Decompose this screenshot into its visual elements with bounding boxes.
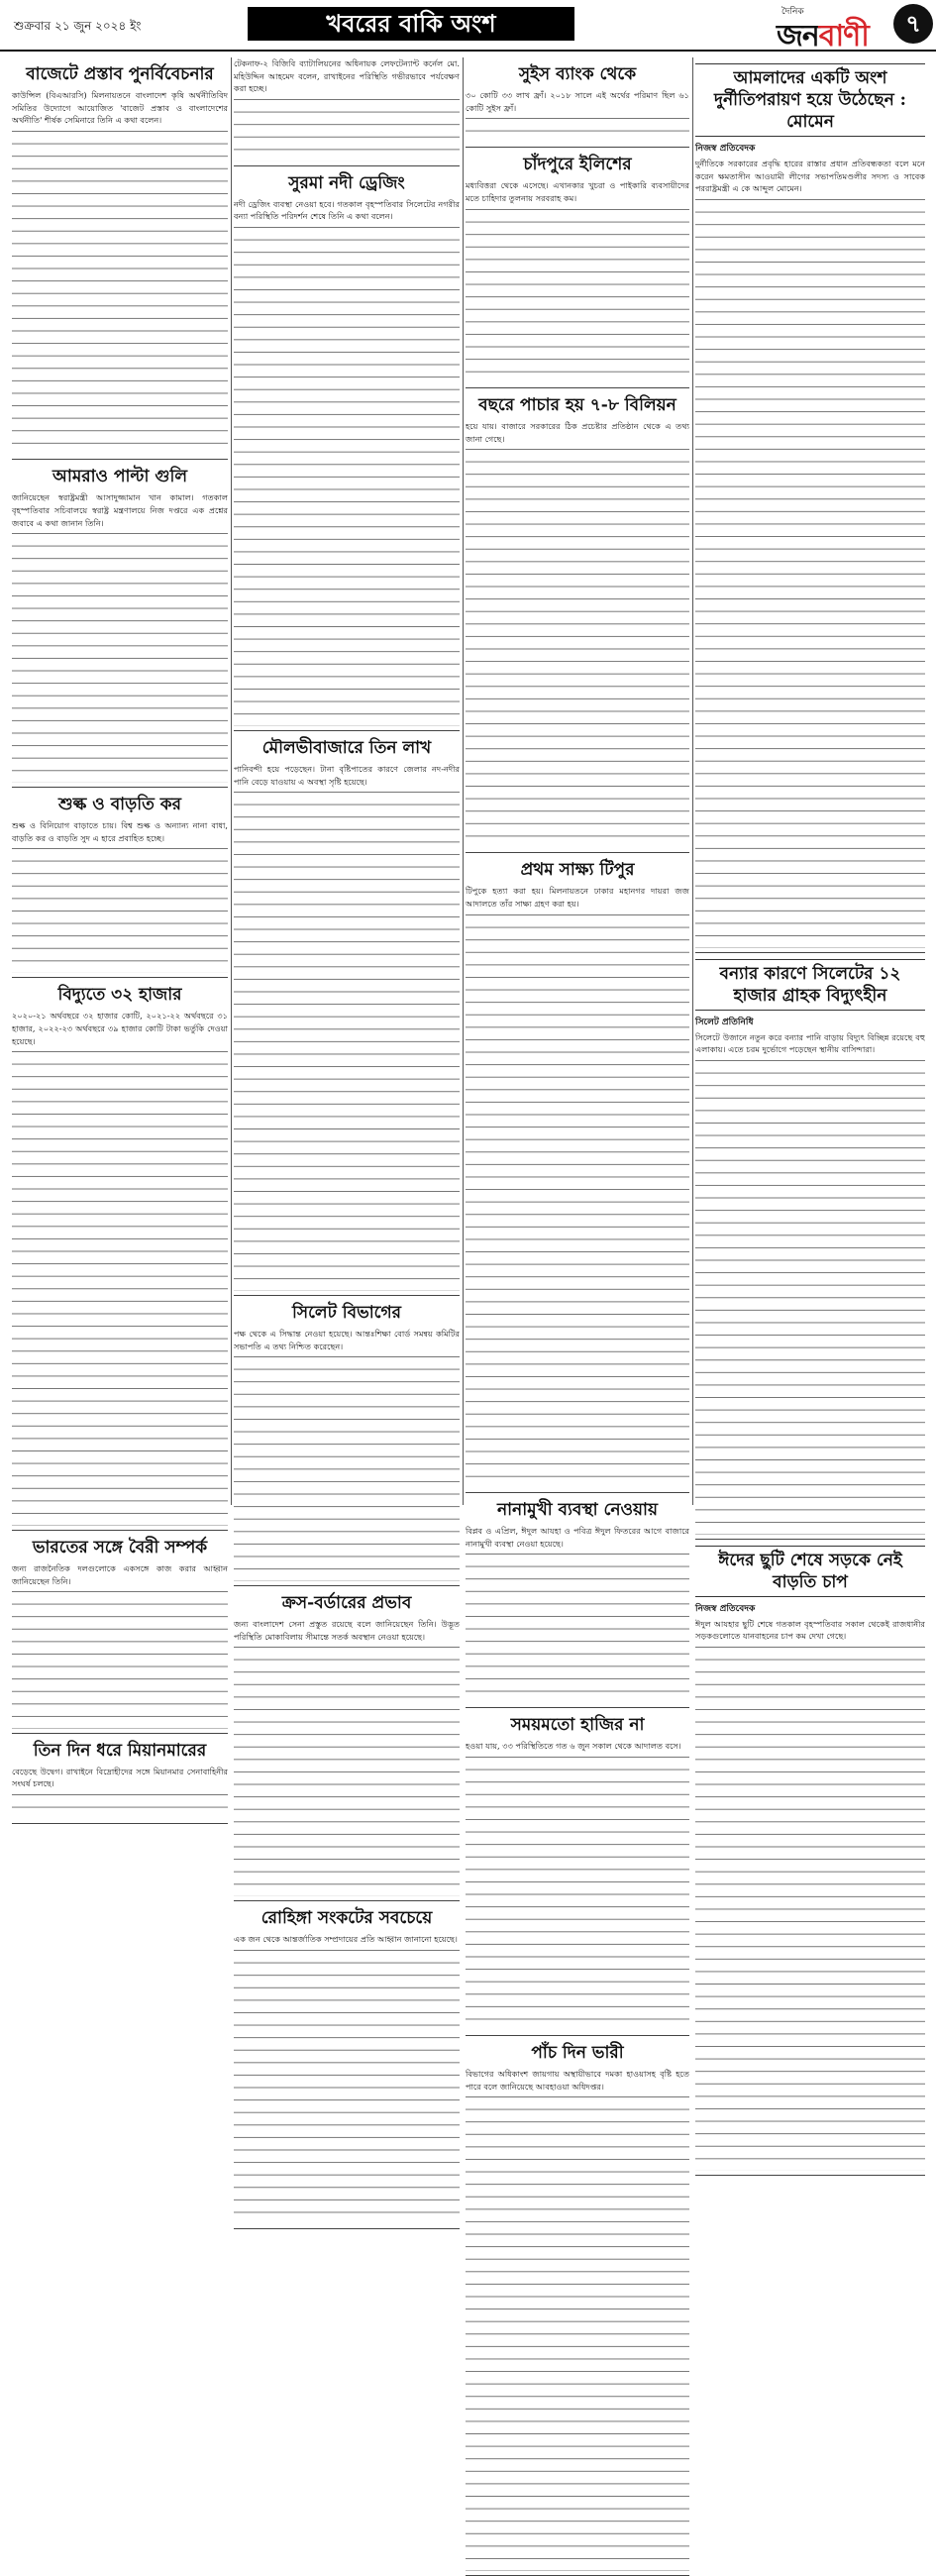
article-divider: [12, 977, 228, 978]
article-body: টেকনাফ-২ বিজিবি ব্যাটালিয়নের অধিনায়ক লেফটেন্যান্ট কর্নেল মো. মহিউদ্দিন আহমেদ বলেন, রাখাইনের পরিস্থিতি গভীরভাবে পর্যবেক্ষণ করা হচ্ছে।: [234, 58, 460, 94]
article-text-lines: [466, 2096, 689, 2571]
article-headline: বন্যার কারণে সিলেটের ১২ হাজার গ্রাহক বিদ্যুৎহীন: [695, 959, 925, 1011]
article-divider: [466, 2035, 689, 2036]
article-text-lines: [12, 1591, 228, 1729]
article-body: জানিয়েছেন স্বরাষ্ট্রমন্ত্রী আসাদুজ্জামান খান কামাল। গতকাল বৃহস্পতিবার সচিবালয়ে স্বরাষ্ট্র মন্ত্রণালয়ে নিজ দপ্তরে এক প্রশ্নের জবাবে এ কথা জানান তিনি।: [12, 492, 228, 528]
article-divider: [234, 1900, 460, 1901]
article-divider: [466, 852, 689, 853]
article-headline: তিন দিন ধরে মিয়ানমারের: [33, 1740, 207, 1761]
article-body: বিপ্লব ও এপ্রিল, ঈদুল আযহা ও পবিত্র ঈদুল ফিতরের আগে বাজারে নানামুখী ব্যবস্থা নেওয়া হয়েছে।: [466, 1526, 689, 1549]
column-1: [12, 57, 228, 1789]
article-byline: নিজস্ব প্রতিবেদক: [695, 1603, 756, 1614]
article-body: জন্য রাজনৈতিক দলগুলোকে একসঙ্গে কাজ করার আহ্বান জানিয়েছেন তিনি।: [12, 1562, 228, 1586]
article-body: ২০২০-২১ অর্থবছরে ৩২ হাজার কোটি, ২০২১-২২ অর্থবছরে ৩১ হাজার, ২০২২-২৩ অর্থবছরে ৩৯ হাজার কোটি টাকা ভর্তুকি দেওয়া হয়েছে।: [12, 1011, 228, 1046]
article-body: কাউন্সিল (বিএআরসি) মিলনায়তনে বাংলাদেশ কৃষি অর্থনীতিবিদ সমিতির উদ্যোগে আয়োজিত 'বাজেট প্রস্তাব ও বাংলাদেশের অর্থনীতি' শীর্ষক সেমিনারে তিনি এ কথা বলেন।: [12, 90, 228, 126]
article-body: বেড়েছে উদ্বেগ। রাখাইনে বিদ্রোহীদের সঙ্গে মিয়ানমার সেনাবাহিনীর সংঘর্ষ চলছে।: [12, 1766, 228, 1789]
article-divider: [695, 2175, 925, 2176]
article-text-lines: [12, 533, 228, 783]
article-divider: [466, 147, 689, 148]
article-divider: [466, 1492, 689, 1493]
logo-part-1: জন: [777, 19, 819, 54]
article-text-lines: [466, 914, 689, 1489]
article-divider: [12, 787, 228, 788]
column-4: [695, 57, 925, 1642]
article-body: টিপুকে হত্যা করা হয়। মিলনায়তনে ঢাকার মহানগর দায়রা জজ আদালতে তাঁর সাক্ষ্য গ্রহণ করা হয়।: [466, 886, 689, 909]
article-body: ৩০ কোটি ৩৩ লাখ ফ্রাঁ। ২০১৮ সালে এই অর্থের পরিমাণ ছিল ৬১ কোটি সুইস ফ্রাঁ।: [466, 90, 689, 113]
article-divider: [12, 1823, 228, 1824]
article-text-lines: [234, 1647, 460, 1896]
column-rule: [692, 57, 693, 1505]
article-headline: প্রথম সাক্ষ্য টিপুর: [520, 860, 635, 881]
column-3: [466, 57, 689, 2092]
column-rule: [463, 57, 464, 1505]
article-headline: ভারতের সঙ্গে বৈরী সম্পর্ক: [32, 1537, 208, 1557]
article-headline: বছরে পাচার হয় ৭-৮ বিলিয়ন: [478, 394, 676, 415]
article-headline: আমরাও পাল্টা গুলি: [52, 467, 187, 487]
article-text-lines: [12, 848, 228, 973]
logo-small-text: দৈনিক: [781, 7, 804, 17]
article-divider: [234, 1585, 460, 1586]
article-divider: [234, 2228, 460, 2229]
article-byline: সিলেট প্রতিনিধি: [695, 1017, 754, 1027]
page-number-badge: ৭: [893, 4, 933, 44]
article-text-lines: [695, 199, 925, 948]
article-text-lines: [466, 1757, 689, 2031]
article-body: নদী ড্রেজিং ব্যবস্থা নেওয়া হবে। গতকাল বৃহস্পতিবার সিলেটের নগরীর বন্যা পরিস্থিতি পরিদর্শন শেষে তিনি এ কথা বলেন।: [234, 198, 460, 222]
article-headline: সুরমা নদী ড্রেজিং: [288, 172, 405, 193]
article-headline: সুইস ব্যাংক থেকে: [518, 64, 637, 84]
article-body: জন্য বাংলাদেশ সেনা প্রস্তুত রয়েছে বলে জানিয়েছেন তিনি। উদ্ভূত পরিস্থিতি মোকাবিলায় সীমান্তে সতর্ক অবস্থান নেওয়া হয়েছে।: [234, 1619, 460, 1642]
article-body: দুর্নীতিকে সরকারের প্রবৃদ্ধি হারের রাস্তার প্রধান প্রতিবন্ধকতা বলে মনে করেন ক্ষমতাসীন আওয়ামী লীগের সভাপতিমণ্ডলীর সদস্য ও সাবেক পররাষ্ট্রমন্ত্রী এ কে আব্দুল মোমেন।: [695, 159, 925, 194]
article-divider: [695, 952, 925, 953]
article-body: পক্ষ থেকে এ সিদ্ধান্ত নেওয়া হয়েছে। আন্তঃশিক্ষা বোর্ড সমন্বয় কমিটির সভাপতি এ তথ্য নিশ্চিত করেছেন।: [234, 1329, 460, 1351]
article-body: এক জন থেকে আন্তর্জাতিক সম্প্রদায়ের প্রতি আহ্বান জানানো হয়েছে।: [234, 1934, 458, 1945]
article-body: মধ্যবিত্তরা থেকে এসেছে। এখানকার খুচরা ও পাইকারি ব্যবসায়ীদের মতে চাহিদার তুলনায় সরবরাহ কম।: [466, 180, 689, 203]
article-text-lines: [466, 449, 689, 848]
article-divider: [695, 1539, 925, 1540]
article-divider: [466, 1707, 689, 1708]
article-text-lines: [234, 99, 460, 161]
article-headline: ক্রস-বর্ডারের প্রভাব: [281, 1593, 412, 1614]
article-body: হয়ে যায়। বাজারে সরকারের ঠিক প্রচেষ্টার প্রতিষ্ঠান থেকে এ তথ্য জানা গেছে।: [466, 420, 689, 444]
article-headline: সময়মতো হাজির না: [510, 1715, 645, 1736]
article-text-lines: [12, 131, 228, 456]
article-text-lines: [466, 1554, 689, 1703]
column-2: [234, 57, 460, 1945]
article-body: শুল্ক ও বিনিয়োগ বাড়াতে চায়। বিশ্ব শুল্ক ও অন্যান্য নানা বাধা, বাড়তি কর ও বাড়তি সুদ এ হারে প্রবাহিত হচ্ছে।: [12, 820, 228, 843]
article-text-lines: [12, 1051, 228, 1526]
article-text-lines: [12, 1794, 228, 1819]
article-text-lines: [234, 1356, 460, 1581]
article-divider: [12, 1733, 228, 1734]
article-headline: আমলাদের একটি অংশ দুর্নীতিপরায়ণ হয়ে উঠেছেন : মোমেন: [695, 63, 925, 137]
article-body: বিভাগের অধিকাংশ জায়গায় অস্থায়ীভাবে দমকা হাওয়াসহ বৃষ্টি হতে পারে বলে জানিয়েছে আবহাওয়া অধিদপ্তর।: [466, 2069, 689, 2092]
article-body: হওয়া যায়, ৩৩ পরিস্থিতিতে গত ৬ জুন সকাল থেকে আদালত বসে।: [466, 1741, 681, 1752]
article-headline: রোহিঙ্গা সংকটের সবচেয়ে: [260, 1908, 433, 1929]
article-text-lines: [466, 209, 689, 383]
article-body: সিলেটে উজানে নতুন করে বন্যার পানি বাড়ায় বিদ্যুৎ বিচ্ছিন্ন রয়েছে বহু এলাকায়। এতে চরম দুর্ভোগে পড়েছেন স্থানীয় বাসিন্দারা।: [695, 1031, 925, 1055]
article-headline: ঈদের ছুটি শেষে সড়কে নেই বাড়তি চাপ: [695, 1546, 925, 1597]
article-text-lines: [695, 1647, 925, 2171]
article-divider: [466, 387, 689, 388]
article-text-lines: [466, 118, 689, 143]
section-title: খবরের বাকি অংশ: [248, 7, 574, 41]
article-divider: [234, 730, 460, 731]
article-divider: [12, 459, 228, 460]
article-text-lines: [234, 1950, 460, 2224]
column-rule: [231, 57, 232, 1505]
article-text-lines: [695, 1060, 925, 1535]
logo-wordmark: [777, 12, 869, 62]
article-headline: নানামুখী ব্যবস্থা নেওয়ায়: [496, 1500, 658, 1521]
article-headline: সিলেট বিভাগের: [291, 1303, 402, 1324]
article-headline: পাঁচ দিন ভারী: [531, 2043, 624, 2064]
article-divider: [234, 165, 460, 166]
article-headline: বাজেটে প্রস্তাব পুনর্বিবেচনার: [26, 64, 214, 84]
article-divider: [234, 1295, 460, 1296]
article-headline: বিদ্যুতে ৩২ হাজার: [57, 985, 182, 1006]
article-text-lines: [234, 227, 460, 726]
article-divider: [12, 1530, 228, 1531]
article-headline: শুল্ক ও বাড়তি কর: [58, 795, 181, 815]
newspaper-logo: [777, 4, 933, 54]
article-text-lines: [234, 792, 460, 1291]
article-body: ঈদুল আযহার ছুটি শেষে গতকাল বৃহস্পতিবার সকাল থেকেই রাজধানীর সড়কগুলোতে যানবাহনের চাপ কম দেখা গেছে।: [695, 1618, 925, 1642]
article-headline: মৌলভীবাজারে তিন লাখ: [261, 737, 432, 758]
article-body: পানিবন্দী হয়ে পড়েছেন। টানা বৃষ্টিপাতের কারণে জেলার নদ-নদীর পানি বেড়ে যাওয়ায় এ অবস্থা সৃষ্টি হয়েছে।: [234, 763, 460, 787]
article-headline: চাঁদপুরে ইলিশের: [523, 155, 632, 175]
logo-part-2: বাণী: [818, 19, 869, 54]
masthead: [0, 0, 936, 52]
article-byline: নিজস্ব প্রতিবেদক: [695, 144, 756, 154]
issue-date: শুক্রবার ২১ জুন ২০২৪ ইং: [14, 19, 142, 33]
